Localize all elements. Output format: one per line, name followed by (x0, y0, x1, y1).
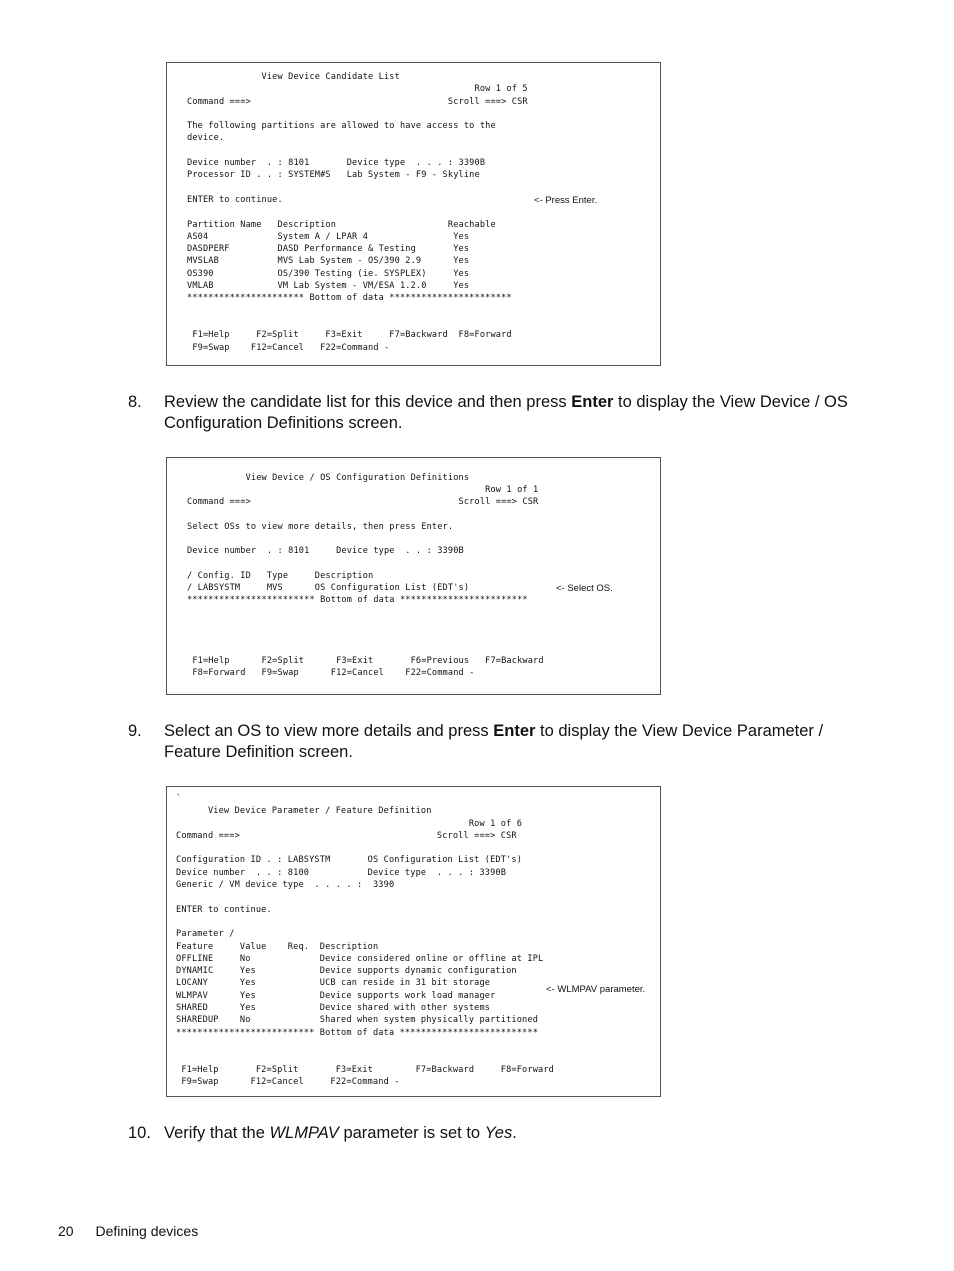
enter-key-label: Enter (493, 722, 536, 740)
step-text: Verify that the WLMPAV parameter is set to Yes. (164, 1124, 517, 1142)
page-number: 20 (58, 1223, 74, 1239)
step-number: 10. (128, 1124, 151, 1142)
yes-term: Yes (484, 1124, 513, 1142)
step-9 (128, 721, 858, 763)
step-number: 8. (128, 393, 142, 411)
press-enter-callout: <- Press Enter. (534, 195, 598, 206)
page-footer (58, 1223, 198, 1239)
terminal-text: View Device / OS Configuration Definitions Row 1 of 1 Command ===> Scroll ===> CSR Select OSs to view more details, then press Enter. Device number . : 8101 Device type . . : 3390B / Config. ID Type Description / LABSYSTM MVS OS Configuration List (EDT's) ************************ Bottom of data ************************ F1=Help F2=Split F3=Exit F6=Previous F7=Backward F8=Forward F9=Swap F12=Cancel F22=Command - (187, 473, 544, 679)
terminal-text: View Device Candidate List Row 1 of 5 Command ===> Scroll ===> CSR The following partitions are allowed to have access to the device. Device number . : 8101 Device type . . . : 3390B Processor ID . . : SYSTEM#S Lab System - F9 - Skyline ENTER to continue. Partition Name Description Reachable AS04 System A / LPAR 4 Yes DASDPERF DASD Performance & Testing Yes MVSLAB MVS Lab System - OS/390 2.9 Yes OS390 OS/390 Testing (ie. SYSPLEX) Yes VMLAB VM Lab System - VM/ESA 1.2.0 Yes ********************** Bottom of data *********************** F1=Help F2=Split F3=Exit F7=Backward F8=Forward F9=Swap F12=Cancel F22=Command - (187, 72, 528, 353)
wlmpav-term: WLMPAV (269, 1124, 339, 1142)
terminal-text: ` View Device Parameter / Feature Definition Row 1 of 6 Command ===> Scroll ===> CSR Configuration ID . : LABSYSTM OS Configuration List (EDT's) Device number . . : 8100 Device type . . . : 3390B Generic / VM device type . . . . : 3390 ENTER to continue. Parameter / Feature Value Req. Description OFFLINE No Device considered online or offline at IPL DYNAMIC Yes Device supports dynamic configuration LOCANY Yes UCB can reside in 31 bit storage WLMPAV Yes Device supports work load manager SHARED Yes Device shared with other systems SHAREDUP No Shared when system physically partitioned ************************** Bottom of data ************************** F1=Help F2=Split F3=Exit F7=Backward F8=Forward F9=Swap F12=Cancel F22=Command - (176, 794, 554, 1087)
section-title: Defining devices (95, 1223, 199, 1239)
wlmpav-parameter-callout: <- WLMPAV parameter. (546, 984, 646, 995)
select-os-callout: <- Select OS. (556, 583, 613, 594)
step-10 (128, 1123, 858, 1145)
view-device-candidate-list-screenshot (166, 62, 661, 366)
step-text: Select an OS to view more details and press Enter to display the View Device Parameter / Feature Definition screen. (164, 722, 824, 761)
view-device-os-configuration-definitions-screenshot (166, 457, 661, 695)
step-text: Review the candidate list for this device and then press Enter to display the View Device / OS Configuration Definitions screen. (164, 393, 848, 432)
step-8 (128, 392, 858, 434)
step-number: 9. (128, 722, 142, 740)
enter-key-label: Enter (571, 393, 614, 411)
view-device-parameter-feature-definition-screenshot (166, 786, 661, 1097)
